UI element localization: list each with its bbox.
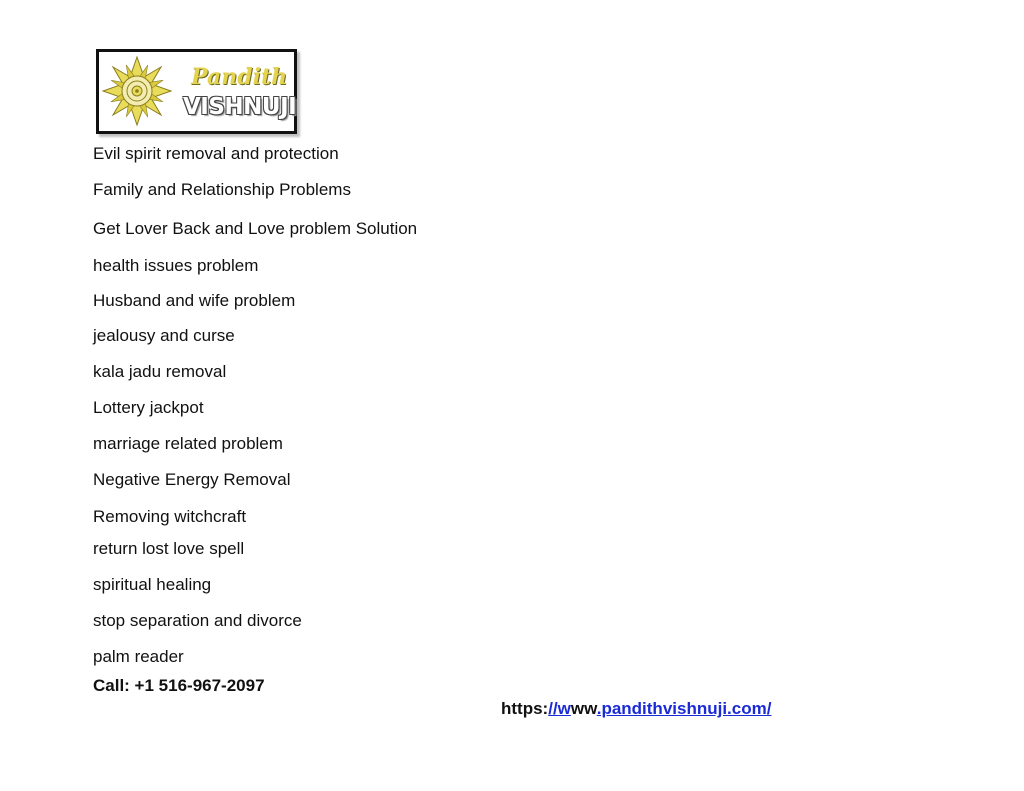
pandith-vishnuji-logo bbox=[96, 49, 297, 134]
service-item: kala jadu removal bbox=[93, 362, 227, 381]
website-url[interactable] bbox=[501, 699, 771, 719]
logo-text-pandith: Pandith bbox=[191, 64, 288, 90]
call-phone-number: Call: +1 516-967-2097 bbox=[93, 676, 265, 695]
service-item: Get Lover Back and Love problem Solution bbox=[93, 219, 418, 238]
service-item: palm reader bbox=[93, 647, 184, 666]
url-scheme: https: bbox=[501, 699, 549, 718]
url-plain-segment: ww bbox=[570, 699, 597, 718]
url-link-segment[interactable]: //w bbox=[548, 699, 571, 718]
service-item: spiritual healing bbox=[93, 575, 212, 594]
service-item: stop separation and divorce bbox=[93, 611, 302, 630]
service-item: return lost love spell bbox=[93, 539, 245, 558]
service-item: Negative Energy Removal bbox=[93, 470, 291, 489]
service-item: Removing witchcraft bbox=[93, 507, 247, 526]
url-domain-link[interactable]: .pandithvishnuji.com/ bbox=[596, 699, 772, 718]
service-item: Family and Relationship Problems bbox=[93, 180, 351, 199]
sun-emblem-icon bbox=[99, 52, 179, 132]
service-item: Evil spirit removal and protection bbox=[93, 144, 339, 163]
service-item: health issues problem bbox=[93, 256, 259, 275]
service-item: Husband and wife problem bbox=[93, 291, 296, 310]
service-item: marriage related problem bbox=[93, 434, 283, 453]
service-item: Lottery jackpot bbox=[93, 398, 204, 417]
logo-text-vishnuji: VISHNUJI bbox=[183, 94, 297, 120]
service-item: jealousy and curse bbox=[93, 326, 235, 345]
